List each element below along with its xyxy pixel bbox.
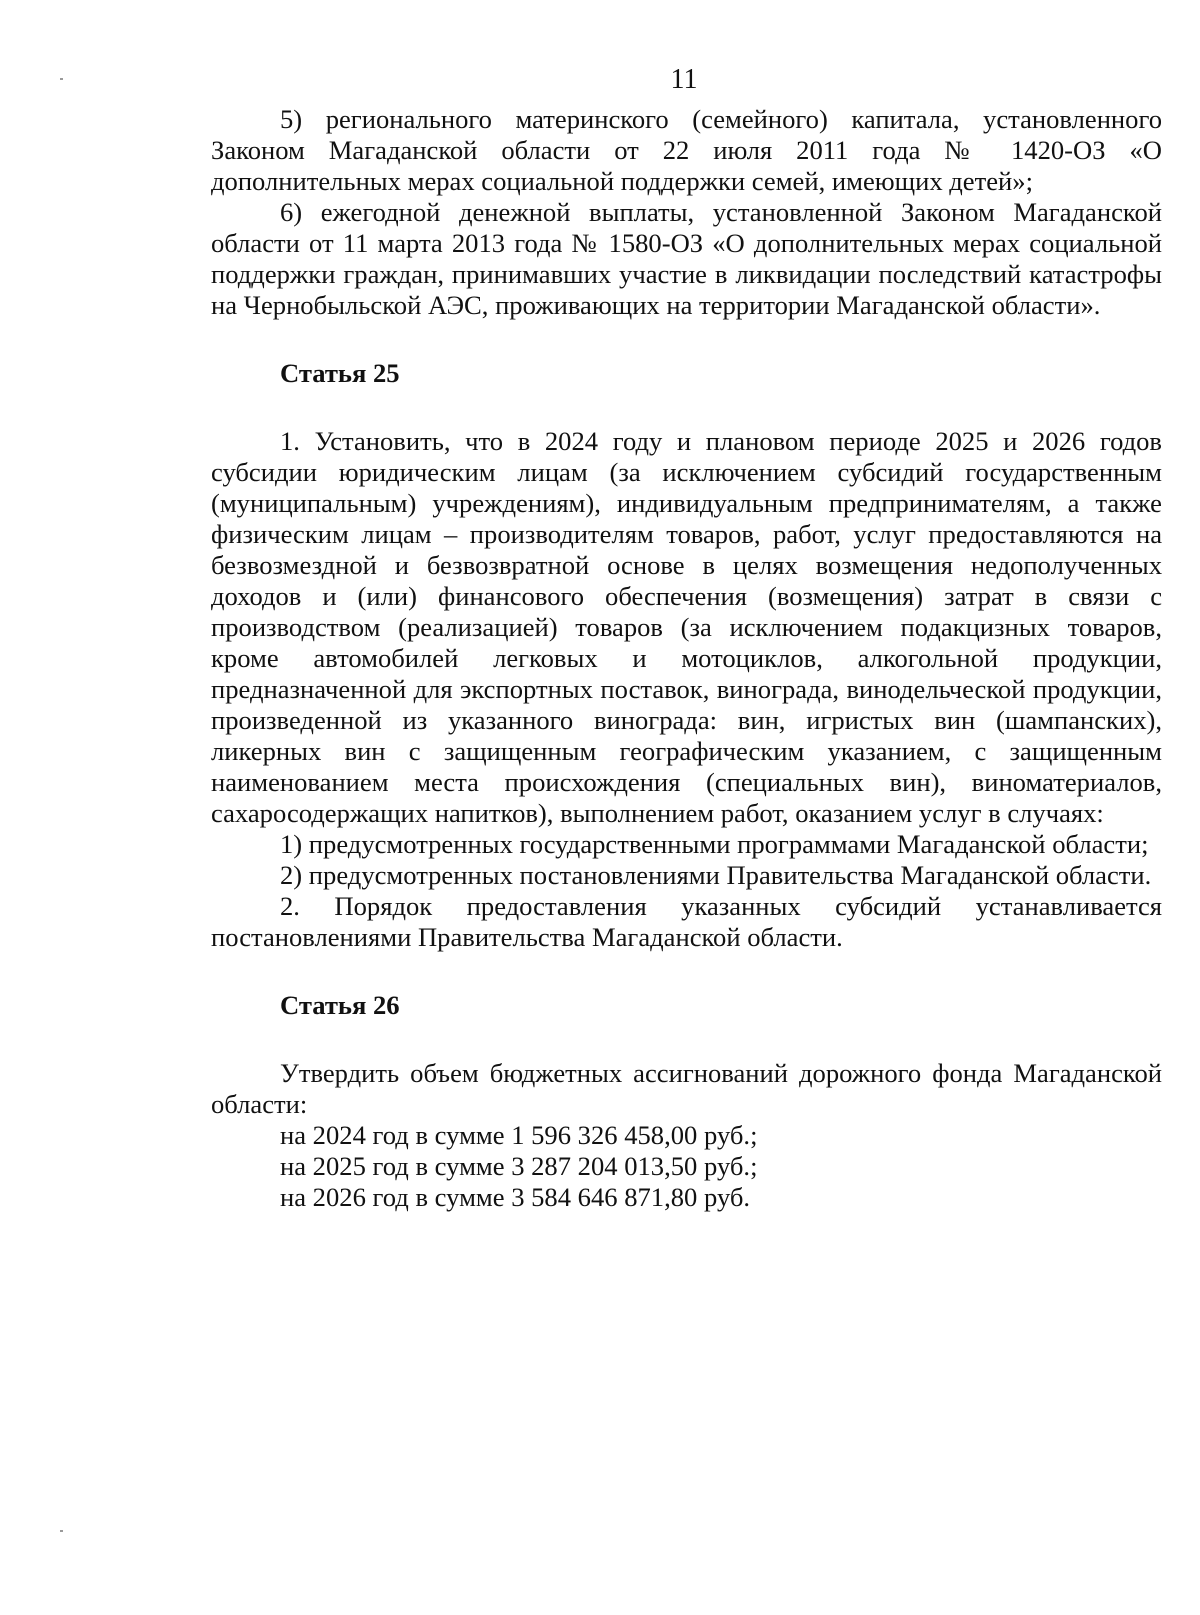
page-number: 11 bbox=[670, 64, 698, 95]
article-25-heading: Статья 25 bbox=[280, 358, 400, 388]
article-25-subitem-2: 2) предусмотренных постановлениями Правительства Магаданской области. bbox=[280, 860, 1152, 890]
scan-speck-top bbox=[60, 78, 63, 80]
item-6-paragraph: 6) ежегодной денежной выплаты, установленной Законом Магаданской области от 11 марта 2013 года № 1580-ОЗ «О дополнительных мерах социальной поддержки граждан, принимавших участие в ликвидации последствий катастрофы на Чернобыльской АЭС, проживающих на территории Магаданской области». bbox=[211, 197, 1162, 320]
amount-2025: на 2025 год в сумме 3 287 204 013,50 руб.; bbox=[280, 1151, 758, 1181]
article-26-intro: Утвердить объем бюджетных ассигнований дорожного фонда Магаданской области: bbox=[211, 1058, 1162, 1119]
article-25-paragraph-1: 1. Установить, что в 2024 году и плановом периоде 2025 и 2026 годов субсидии юридическим лицам (за исключением субсидий государственным (муниципальным) учреждениям), индивидуальным предпринимателям, а также физическим лицам – производителям товаров, работ, услуг предоставляются на безвозмездной и безвозвратной основе в целях возмещения недополученных доходов и (или) финансового обеспечения (возмещения) затрат в связи с производством (реализацией) товаров (за исключением подакцизных товаров, кроме автомобилей легковых и мотоциклов, алкогольной продукции, предназначенной для экспортных поставок, винограда, винодельческой продукции, произведенной из указанного винограда: вин, игристых вин (шампанских), ликерных вин с защищенным географическим указанием, с защищенным наименованием места происхождения (специальных вин), виноматериалов, сахаросодержащих напитков), выполнением работ, оказанием услуг в случаях: bbox=[211, 426, 1162, 828]
article-26-heading: Статья 26 bbox=[280, 990, 400, 1020]
document-body bbox=[211, 104, 1162, 1213]
amount-2026: на 2026 год в сумме 3 584 646 871,80 руб. bbox=[280, 1182, 751, 1212]
scan-speck-bottom bbox=[60, 1530, 63, 1532]
article-25-paragraph-2: 2. Порядок предоставления указанных субсидий устанавливается постановлениями Правительства Магаданской области. bbox=[211, 891, 1162, 952]
article-25-subitem-1: 1) предусмотренных государственными программами Магаданской области; bbox=[280, 829, 1149, 859]
item-5-paragraph: 5) регионального материнского (семейного) капитала, установленного Законом Магаданской области от 22 июля 2011 года № 1420-ОЗ «О дополнительных мерах социальной поддержки семей, имеющих детей»; bbox=[211, 104, 1162, 196]
amount-2024: на 2024 год в сумме 1 596 326 458,00 руб.; bbox=[280, 1120, 758, 1150]
